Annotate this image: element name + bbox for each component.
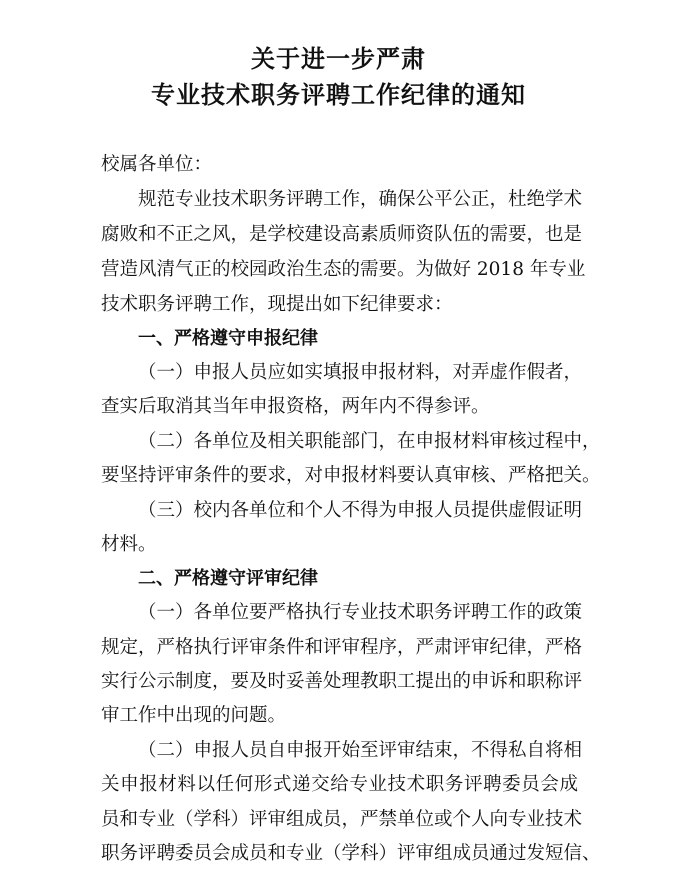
- intro-line-3: 营造风清气正的校园政治生态的需要。为做好 2018 年专业: [101, 259, 586, 280]
- section-2-line-2: 规定，严格执行评审条件和评审程序，严肃评审纪律，严格: [101, 637, 583, 658]
- section-1-line-5: （三）校内各单位和个人不得为申报人员提供虚假证明: [138, 500, 583, 521]
- section-1-line-1: （一）申报人员应如实填报申报材料，对弄虚作假者，: [138, 362, 583, 383]
- section-2-line-8: 职务评聘委员会成员和专业（学科）评审组成员通过发短信、: [101, 843, 601, 864]
- section-2-line-5: （二）申报人员自申报开始至评审结束，不得私自将相: [138, 740, 583, 761]
- intro-line-2: 腐败和不正之风，是学校建设高素质师资队伍的需要，也是: [101, 224, 583, 245]
- section-2-line-7: 员和专业（学科）评审组成员，严禁单位或个人向专业技术: [101, 809, 583, 830]
- document-title-line-1: 关于进一步严肃: [251, 45, 426, 73]
- section-1-line-6: 材料。: [101, 534, 157, 555]
- section-2-line-3: 实行公示制度，要及时妥善处理教职工提出的申诉和职称评: [101, 671, 583, 692]
- section-1-line-2: 查实后取消其当年申报资格，两年内不得参评。: [101, 396, 490, 417]
- salutation: 校属各单位：: [101, 154, 213, 175]
- section-2-line-1: （一）各单位要严格执行专业技术职务评聘工作的政策: [138, 602, 583, 623]
- section-2-line-4: 审工作中出现的问题。: [101, 705, 287, 726]
- intro-line-4: 技术职务评聘工作，现提出如下纪律要求：: [101, 294, 453, 315]
- section-1-line-4: 要坚持评审条件的要求，对申报材料要认真审核、严格把关。: [101, 465, 601, 486]
- section-2-line-6: 关申报材料以任何形式递交给专业技术职务评聘委员会成: [101, 774, 578, 795]
- section-2-heading: 二、严格遵守评审纪律: [138, 568, 318, 589]
- document-title-line-2: 专业技术职务评聘工作纪律的通知: [151, 81, 526, 109]
- section-1-heading: 一、严格遵守申报纪律: [138, 328, 318, 349]
- intro-line-1: 规范专业技术职务评聘工作，确保公平公正，杜绝学术: [138, 189, 583, 210]
- section-1-line-3: （二）各单位及相关职能部门，在申报材料审核过程中，: [138, 431, 601, 452]
